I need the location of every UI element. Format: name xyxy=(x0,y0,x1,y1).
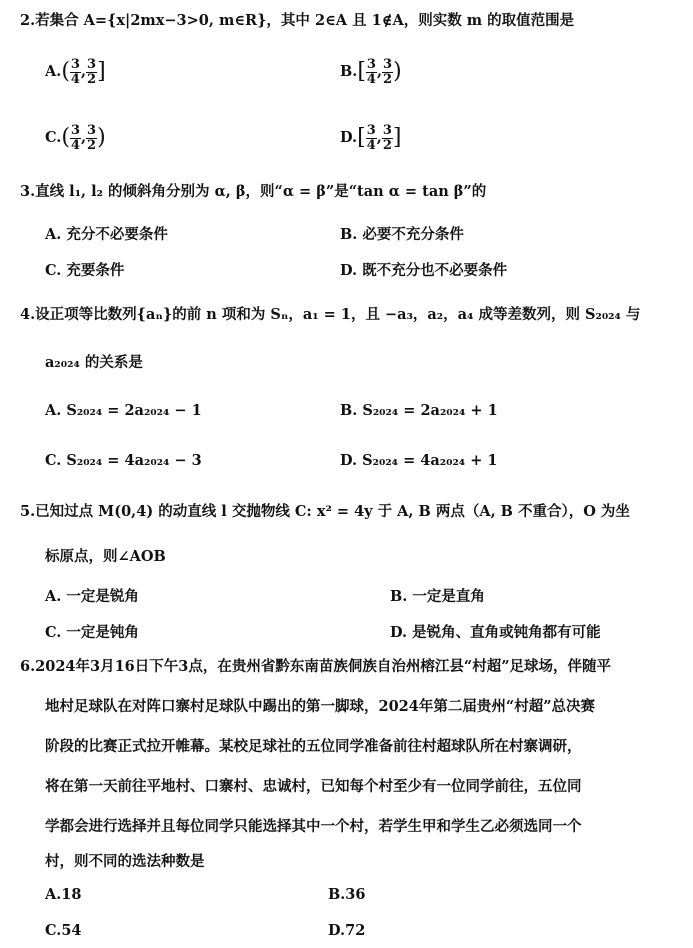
q2-option-a-left-bracket: ( xyxy=(61,58,70,84)
q2-option-b-label: B. xyxy=(340,63,358,81)
q2-option-c-den2: 2 xyxy=(87,137,97,153)
q2-option-b-num1: 3 xyxy=(366,57,376,72)
q2-option-a-label: A. xyxy=(45,63,62,81)
q2-option-b-num2: 3 xyxy=(383,57,393,72)
q2-stem: 2.若集合 A={x|2mx−3>0, m∈R}，其中 2∈A 且 1∉A，则实数 m 的取值范围是 xyxy=(20,12,575,29)
q6-stem-line3: 阶段的比赛正式拉开帷幕。某校足球社的五位同学准备前往村超球队所在村寨调研， xyxy=(45,738,582,755)
q4-option-d[interactable]: D. S₂₀₂₄ = 4a₂₀₂₄ + 1 xyxy=(340,452,498,469)
q3-option-c[interactable]: C. 充要条件 xyxy=(45,262,125,279)
q2-option-a-den2: 2 xyxy=(87,71,97,87)
q2-option-b-left-bracket: [ xyxy=(357,58,366,84)
q2-option-d-den2: 2 xyxy=(382,137,392,153)
q5-option-c[interactable]: C. 一定是钝角 xyxy=(45,624,139,641)
q6-stem-line4: 将在第一天前往平地村、口寨村、忠诚村，已知每个村至少有一位同学前往，五位同 xyxy=(45,778,582,795)
q2-option-d-sep: , xyxy=(376,129,382,147)
q4-stem-line2: a₂₀₂₄ 的关系是 xyxy=(45,354,143,371)
q4-option-c[interactable]: C. S₂₀₂₄ = 4a₂₀₂₄ − 3 xyxy=(45,452,202,469)
q3-stem: 3.直线 l₁, l₂ 的倾斜角分别为 α, β，则“α = β”是“tan α = tan β”的 xyxy=(20,183,487,200)
q2-option-c-label: C. xyxy=(45,129,62,147)
q2-option-b-den1: 4 xyxy=(366,71,376,87)
q5-stem-line1: 5.已知过点 M(0,4) 的动直线 l 交抛物线 C: x² = 4y 于 A, B 两点（A, B 不重合），O 为坐 xyxy=(20,503,630,520)
q2-option-c-right-bracket: ) xyxy=(97,124,106,150)
q2-option-a-right-bracket: ] xyxy=(97,58,106,84)
q5-stem-line2: 标原点，则∠AOB xyxy=(45,548,166,565)
q2-option-d-den1: 4 xyxy=(366,137,376,153)
q4-option-b[interactable]: B. S₂₀₂₄ = 2a₂₀₂₄ + 1 xyxy=(340,402,498,419)
q2-option-d-right-bracket: ] xyxy=(392,124,402,150)
q6-option-a[interactable]: A.18 xyxy=(45,886,82,903)
q2-option-b[interactable] xyxy=(340,58,402,86)
q2-option-a-num1: 3 xyxy=(70,57,80,72)
q3-option-a[interactable]: A. 充分不必要条件 xyxy=(45,226,168,243)
q2-option-b-den2: 2 xyxy=(383,71,393,87)
q2-option-a-num2: 3 xyxy=(87,57,97,72)
q5-option-b[interactable]: B. 一定是直角 xyxy=(390,588,485,605)
q2-option-a-sep: , xyxy=(80,63,87,81)
q6-option-d[interactable]: D.72 xyxy=(328,922,366,939)
q2-option-b-right-bracket: ) xyxy=(393,58,402,84)
q3-option-b[interactable]: B. 必要不充分条件 xyxy=(340,226,464,243)
q4-stem-line1: 4.设正项等比数列{aₙ}的前 n 项和为 Sₙ，a₁ = 1，且 −a₃，a₂，a₄ 成等差数列，则 S₂₀₂₄ 与 xyxy=(20,306,641,323)
q2-option-d-num1: 3 xyxy=(366,123,376,138)
q6-option-b[interactable]: B.36 xyxy=(328,886,366,903)
q2-option-d[interactable] xyxy=(340,124,401,152)
q6-stem-line2: 地村足球队在对阵口寨村足球队中踢出的第一脚球，2024年第二届贵州“村超”总决赛 xyxy=(45,698,596,715)
q5-option-a[interactable]: A. 一定是锐角 xyxy=(45,588,139,605)
q2-option-c-sep: , xyxy=(80,129,87,147)
q2-option-b-sep: , xyxy=(376,63,383,81)
q2-option-c-left-bracket: ( xyxy=(61,124,70,150)
q2-option-c-num2: 3 xyxy=(87,123,97,138)
q6-stem-line1: 6.2024年3月16日下午3点，在贵州省黔东南苗族侗族自治州榕江县“村超”足球场，伴随平 xyxy=(20,658,612,675)
q6-stem-line5: 学都会进行选择并且每位同学只能选择其中一个村，若学生甲和学生乙必须选同一个 xyxy=(45,818,582,835)
q2-option-a-den1: 4 xyxy=(70,71,80,87)
q2-option-c-num1: 3 xyxy=(70,123,80,138)
q6-option-c[interactable]: C.54 xyxy=(45,922,82,939)
q4-option-a[interactable]: A. S₂₀₂₄ = 2a₂₀₂₄ − 1 xyxy=(45,402,202,419)
q6-stem-line6: 村，则不同的选法种数是 xyxy=(45,853,205,870)
q2-option-c-den1: 4 xyxy=(70,137,80,153)
q3-option-d[interactable]: D. 既不充分也不必要条件 xyxy=(340,262,508,279)
q2-option-d-num2: 3 xyxy=(382,123,392,138)
q5-option-d[interactable]: D. 是锐角、直角或钝角都有可能 xyxy=(390,624,601,641)
q2-option-c[interactable] xyxy=(45,124,106,152)
q2-option-d-label: D. xyxy=(340,129,358,147)
q2-option-d-left-bracket: [ xyxy=(357,124,366,150)
q2-option-a[interactable] xyxy=(45,58,106,86)
